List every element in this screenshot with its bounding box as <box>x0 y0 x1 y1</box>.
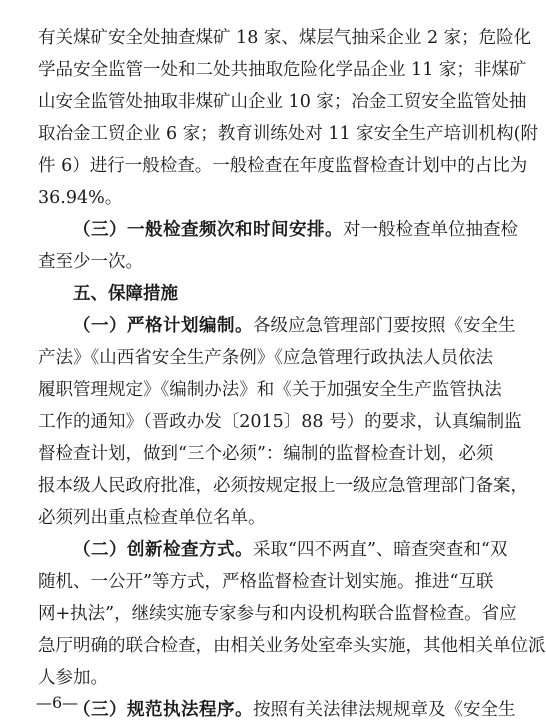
page-number: —6— <box>36 693 79 712</box>
section-subheading: （一）严格计划编制。 <box>73 316 253 336</box>
section-heading: 五、保障措施 <box>73 284 178 304</box>
text-line: 山安全监管处抽取非煤矿山企业 10 家；冶金工贸安全监管处抽 <box>38 92 527 112</box>
text-run: 采取“四不两直”、暗查突查和“双 <box>253 540 508 560</box>
section-subheading: （三）规范执法程序。 <box>73 700 253 720</box>
text-line: 履职管理规定》《编制办法》和《关于加强安全生产监管执法 <box>38 380 502 400</box>
paragraph-first-line <box>38 694 516 726</box>
section-subheading: （二）创新检查方式。 <box>73 540 253 560</box>
text-run: 按照有关法律法规规章及《安全生 <box>253 700 516 720</box>
text-run: 各级应急管理部门要按照《安全生 <box>253 316 516 336</box>
text-line: 报本级人民政府批准，必须按规定报上一级应急管理部门备案， <box>38 476 528 496</box>
text-line: 工作的通知》（晋政办发〔2015〕88 号）的要求，认真编制监 <box>38 412 522 432</box>
text-line: 网+执法”，继续实施专家参与和内设机构联合监督检查。省应 <box>38 604 517 624</box>
paragraph-first-line <box>38 534 508 566</box>
text-line: 急厅明确的联合检查，由相关业务处室牵头实施，其他相关单位派 <box>38 636 546 656</box>
text-line: 随机、一公开”等方式，严格监督检查计划实施。推进“互联 <box>38 572 494 592</box>
document-body <box>38 22 546 726</box>
text-line: 督检查计划，做到“三个必须”：编制的监督检查计划，必须 <box>38 444 494 464</box>
text-line: 件 6）进行一般检查。一般检查在年度监督检查计划中的占比为 <box>38 156 528 176</box>
text-line: 取冶金工贸企业 6 家；教育训练处对 11 家安全生产培训机构(附 <box>38 124 538 144</box>
section-subheading: （三）一般检查频次和时间安排。 <box>73 220 343 240</box>
text-line: 查至少一次。 <box>38 252 143 272</box>
text-line: 必须列出重点检查单位名单。 <box>38 508 266 528</box>
paragraph-first-line <box>38 214 518 246</box>
text-run: 对一般检查单位抽查检 <box>343 220 518 240</box>
text-line: 产法》《山西省安全生产条例》《应急管理行政执法人员依法 <box>38 348 493 368</box>
text-line: 有关煤矿安全处抽查煤矿 18 家、煤层气抽采企业 2 家；危险化 <box>38 28 532 48</box>
paragraph-first-line <box>38 310 516 342</box>
text-line: 学品安全监管一处和二处共抽取危险化学品企业 11 家；非煤矿 <box>38 60 527 80</box>
text-line: 36.94%。 <box>38 188 123 208</box>
text-line: 人参加。 <box>38 668 108 688</box>
